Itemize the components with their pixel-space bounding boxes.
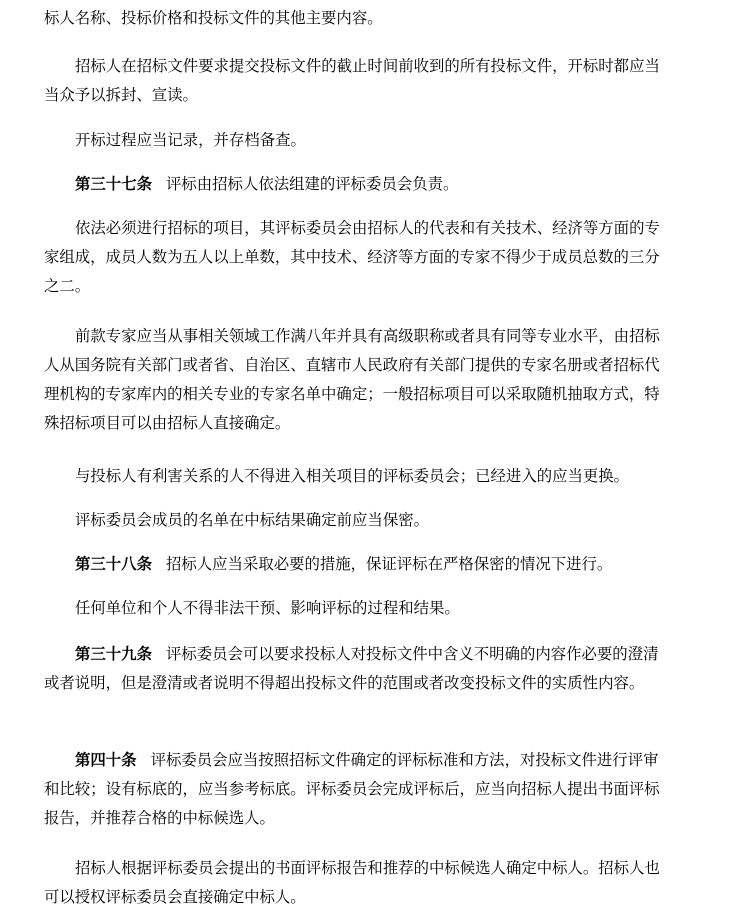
paragraph xyxy=(44,506,664,535)
paragraph-text: 评标委员会应当按照招标文件确定的评标标准和方法，对投标文件进行评审和比较；设有标底的，应当参考标底。评标委员会完成评标后，应当向招标人提出书面评标报告，并推荐合格的中标候选人。 xyxy=(44,751,660,827)
paragraph-text: 与投标人有利害关系的人不得进入相关项目的评标委员会；已经进入的应当更换。 xyxy=(75,467,630,485)
paragraph xyxy=(44,854,664,912)
article-37-heading xyxy=(44,170,664,199)
paragraph xyxy=(44,214,664,301)
article-number: 第三十八条 xyxy=(75,555,152,573)
paragraph-text: 依法必须进行招标的项目，其评标委员会由招标人的代表和有关技术、经济等方面的专家组成，成员人数为五人以上单数，其中技术、经济等方面的专家不得少于成员总数的三分之二。 xyxy=(44,219,660,295)
article-number: 第四十条 xyxy=(75,751,137,769)
paragraph xyxy=(44,322,664,438)
paragraph xyxy=(44,462,664,491)
paragraph xyxy=(44,52,664,110)
paragraph xyxy=(44,126,664,155)
article-39-heading xyxy=(44,640,664,698)
paragraph-continuation xyxy=(44,4,664,33)
paragraph-text: 开标过程应当记录，并存档备查。 xyxy=(75,131,306,149)
paragraph-text: 评标委员会成员的名单在中标结果确定前应当保密。 xyxy=(75,511,429,529)
paragraph-text: 评标由招标人依法组建的评标委员会负责。 xyxy=(165,175,459,193)
article-40-heading xyxy=(44,746,664,833)
paragraph-text: 招标人在招标文件要求提交投标文件的截止时间前收到的所有投标文件，开标时都应当当众予以拆封、宣读。 xyxy=(44,57,660,104)
paragraph-text: 任何单位和个人不得非法干预、影响评标的过程和结果。 xyxy=(75,599,460,617)
paragraph xyxy=(44,594,664,623)
article-38-heading xyxy=(44,550,664,579)
paragraph-text: 标人名称、投标价格和投标文件的其他主要内容。 xyxy=(44,9,383,27)
paragraph-text: 招标人应当采取必要的措施，保证评标在严格保密的情况下进行。 xyxy=(165,555,613,573)
article-number: 第三十七条 xyxy=(75,175,152,193)
paragraph-text: 前款专家应当从事相关领域工作满八年并具有高级职称或者具有同等专业水平，由招标人从国务院有关部门或者省、自治区、直辖市人民政府有关部门提供的专家名册或者招标代理机构的专家库内的相关专业的专家名单中确定；一般招标项目可以采取随机抽取方式，特殊招标项目可以由招标人直接确定。 xyxy=(44,327,660,432)
paragraph-text: 评标委员会可以要求投标人对投标文件中含义不明确的内容作必要的澄清或者说明，但是澄清或者说明不得超出投标文件的范围或者改变投标文件的实质性内容。 xyxy=(44,645,659,692)
article-number: 第三十九条 xyxy=(75,645,152,663)
paragraph-text: 招标人根据评标委员会提出的书面评标报告和推荐的中标候选人确定中标人。招标人也可以授权评标委员会直接确定中标人。 xyxy=(44,859,660,906)
